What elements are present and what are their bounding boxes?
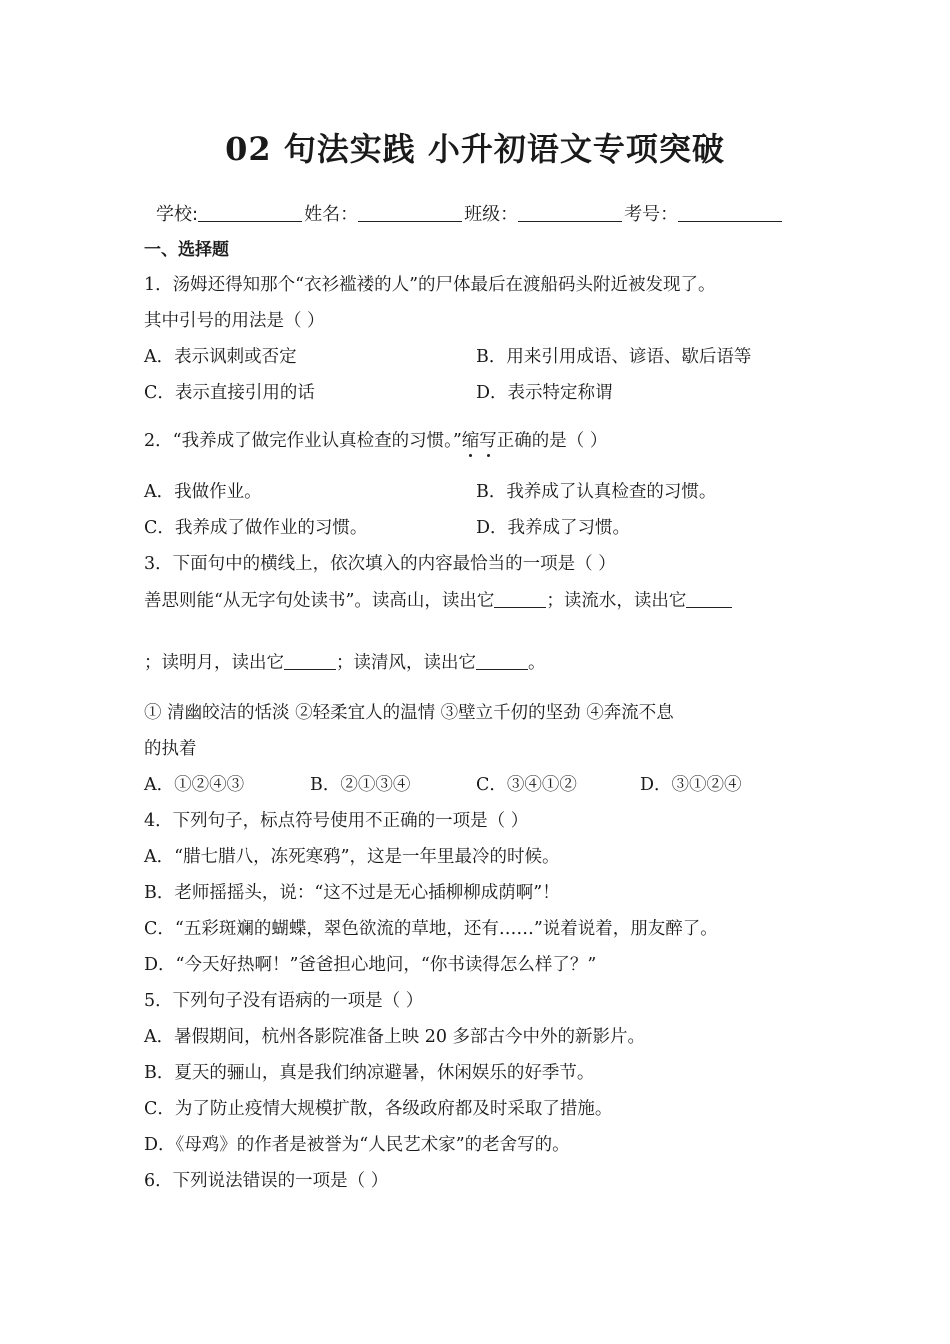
q1-stem-line2: 其中引号的用法是（ ） — [144, 311, 325, 331]
school-label: 学校: — [156, 204, 199, 225]
student-info-row — [156, 200, 784, 226]
q4-option-a[interactable]: A．“腊七腊八，冻死寒鸦”，这是一年里最冷的时候。 — [144, 847, 560, 867]
q2-option-a[interactable]: A．我做作业。 — [144, 482, 262, 502]
q3-stem: 3．下面句中的横线上，依次填入的内容最恰当的一项是（ ） — [144, 554, 616, 574]
q3-option-a[interactable]: A．①②④③ — [144, 775, 245, 795]
q3-option-c[interactable]: C．③④①② — [476, 775, 577, 795]
q3-text-2: ；读流水，读出它 — [546, 591, 687, 611]
q3-passage-line1 — [144, 588, 732, 614]
q4-option-c[interactable]: C．“五彩斑斓的蝴蝶，翠色欲流的草地，还有……”说着说着，朋友醉了。 — [144, 919, 718, 939]
class-blank[interactable] — [518, 203, 622, 222]
q2-option-c[interactable]: C．我养成了做作业的习惯。 — [144, 518, 368, 538]
class-label: 班级： — [464, 204, 519, 225]
page-title: 02 句法实践 小升初语文专项突破 — [225, 130, 725, 168]
q2-emphasis-char-1: 缩 — [461, 431, 480, 451]
q3-text-4: ；读清风，读出它 — [336, 653, 476, 673]
q2-emphasis-char-2: 写 — [479, 431, 497, 451]
name-label: 姓名： — [304, 204, 359, 225]
q5-option-b[interactable]: B．夏天的骊山，真是我们纳凉避暑，休闲娱乐的好季节。 — [144, 1063, 595, 1083]
section-heading: 一、选择题 — [144, 240, 229, 260]
q2-stem — [144, 428, 607, 454]
q1-option-b[interactable]: B．用来引用成语、谚语、歇后语等 — [476, 347, 752, 367]
exam-no-label: 考号： — [624, 204, 679, 225]
q3-blank-2[interactable] — [686, 589, 732, 608]
q3-passage-line2 — [144, 650, 546, 676]
q4-option-b[interactable]: B．老师摇摇头，说：“这不过是无心插柳柳成荫啊”！ — [144, 883, 560, 903]
q3-choices-line1: ① 清幽皎洁的恬淡 ②轻柔宜人的温情 ③壁立千仞的坚劲 ④奔流不息 — [144, 703, 674, 723]
q3-option-b[interactable]: B．②①③④ — [310, 775, 411, 795]
q5-option-c[interactable]: C．为了防止疫情大规模扩散，各级政府都及时采取了措施。 — [144, 1099, 613, 1119]
q1-option-c[interactable]: C．表示直接引用的话 — [144, 383, 315, 403]
q4-stem: 4．下列句子，标点符号使用不正确的一项是（ ） — [144, 811, 529, 831]
exam-no-blank[interactable] — [678, 203, 782, 222]
q3-choices-line2: 的执着 — [144, 739, 197, 759]
q6-stem: 6．下列说法错误的一项是（ ） — [144, 1171, 389, 1191]
q5-option-a[interactable]: A．暑假期间，杭州各影院准备上映 20 多部古今中外的新影片。 — [144, 1027, 646, 1047]
name-blank[interactable] — [358, 203, 462, 222]
q3-blank-1[interactable] — [494, 589, 546, 608]
q4-option-d[interactable]: D．“今天好热啊！”爸爸担心地问，“你书读得怎么样了？” — [144, 955, 597, 975]
q2-stem-tail: 正确的是（ ） — [496, 431, 608, 451]
q5-stem: 5．下列句子没有语病的一项是（ ） — [144, 991, 424, 1011]
q3-text-3: ；读明月，读出它 — [144, 653, 284, 673]
q2-option-d[interactable]: D．我养成了习惯。 — [476, 518, 631, 538]
q2-stem-text: 2．“我养成了做完作业认真检查的习惯。” — [144, 431, 462, 451]
q3-blank-4[interactable] — [476, 651, 528, 670]
q3-text-1: 善思则能“从无字句处读书”。读高山，读出它 — [144, 591, 495, 611]
q2-option-b[interactable]: B．我养成了认真检查的习惯。 — [476, 482, 717, 502]
q3-text-5: 。 — [528, 653, 546, 673]
q1-option-a[interactable]: A．表示讽刺或否定 — [144, 347, 297, 367]
q3-option-d[interactable]: D．③①②④ — [640, 775, 742, 795]
q1-option-d[interactable]: D．表示特定称谓 — [476, 383, 613, 403]
q5-option-d[interactable]: D．《母鸡》的作者是被誉为“人民艺术家”的老舍写的。 — [144, 1135, 570, 1155]
q1-stem-line1: 1．汤姆还得知那个“衣衫褴褛的人”的尸体最后在渡船码头附近被发现了。 — [144, 275, 716, 295]
q3-blank-3[interactable] — [284, 651, 336, 670]
school-blank[interactable] — [198, 203, 302, 222]
